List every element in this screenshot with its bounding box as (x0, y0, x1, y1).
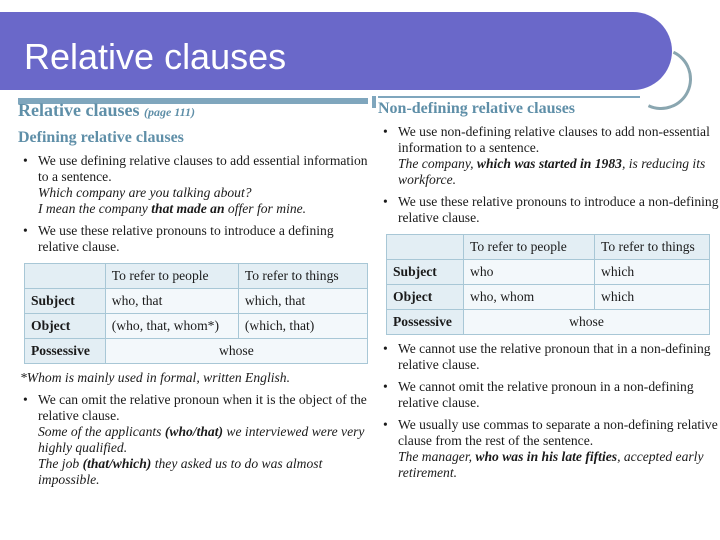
table-row (387, 310, 710, 335)
defining-pronoun-table (24, 263, 368, 364)
table-cell: which, that (238, 289, 367, 314)
left-bullet-1: • We use defining relative clauses to add essential information to a sentence. Which company are you talking about? I mean the company that made an offer for mine. (18, 153, 368, 217)
right-heading: Non-defining relative clauses (378, 100, 576, 117)
table-row (387, 260, 710, 285)
left-example-1b: I mean the company that made an offer for mine. (38, 201, 307, 216)
table-row (25, 289, 368, 314)
table-row (25, 314, 368, 339)
right-bullet-4: • We cannot omit the relative pronoun in a non-defining relative clause. (378, 379, 720, 411)
row-label: Possessive (387, 310, 464, 335)
table-header: To refer to people (105, 264, 238, 289)
table-header-row (25, 264, 368, 289)
non-defining-column (378, 100, 720, 481)
table-cell: whose (464, 310, 710, 335)
table-cell: whose (105, 339, 367, 364)
table-cell: who, whom (464, 285, 595, 310)
table-cell: who, that (105, 289, 238, 314)
table-cell: (who, that, whom*) (105, 314, 238, 339)
table-cell: which (595, 260, 710, 285)
table-cell: which (595, 285, 710, 310)
table-corner (25, 264, 106, 289)
right-bullet-5: • We usually use commas to separate a non-defining relative clause from the rest of the sentence. The manager, who was in his late fifties, accepted early retirement. (378, 417, 720, 481)
right-example-1: The company, which was started in 1983, is reducing its workforce. (398, 156, 706, 187)
left-bullet-2: • We use these relative pronouns to introduce a defining relative clause. (18, 223, 368, 255)
row-label: Object (25, 314, 106, 339)
left-example-1a: Which company are you talking about? (38, 185, 252, 200)
right-example-2: The manager, who was in his late fifties, accepted early retirement. (398, 449, 704, 480)
row-label: Possessive (25, 339, 106, 364)
decorative-rule-right (378, 96, 640, 98)
defining-column (18, 100, 368, 488)
non-defining-pronoun-table (386, 234, 710, 335)
table-row (387, 285, 710, 310)
right-bullet-3: • We cannot use the relative pronoun that in a non-defining relative clause. (378, 341, 720, 373)
table-header: To refer to things (595, 235, 710, 260)
column-separator (372, 96, 376, 108)
left-example-2: Some of the applicants (who/that) we interviewed were very highly qualified. (38, 424, 365, 455)
footnote: *Whom is mainly used in formal, written English. (20, 370, 290, 385)
slide-title: Relative clauses (24, 36, 287, 77)
table-row (25, 339, 368, 364)
table-cell: who (464, 260, 595, 285)
row-label: Object (387, 285, 464, 310)
row-label: Subject (387, 260, 464, 285)
table-header-row (387, 235, 710, 260)
table-header: To refer to people (464, 235, 595, 260)
row-label: Subject (25, 289, 106, 314)
left-heading: Relative clauses (page 111) (18, 100, 195, 120)
left-bullet-3: • We can omit the relative pronoun when it is the object of the relative clause. Some of the applicants (who/that) we interviewed were very highly qualified. The job (that/which) they asked us to do was almost impossible. (18, 392, 368, 488)
right-bullet-1: • We use non-defining relative clauses to add non-essential information to a sentence. The company, which was started in 1983, is reducing its workforce. (378, 124, 720, 188)
table-cell: (which, that) (238, 314, 367, 339)
table-corner (387, 235, 464, 260)
left-example-3: The job (that/which) they asked us to do was almost impossible. (38, 456, 323, 487)
page-reference: (page 111) (143, 105, 195, 119)
right-bullet-2: • We use these relative pronouns to introduce a non-defining relative clause. (378, 194, 720, 226)
defining-subheading: Defining relative clauses (18, 129, 184, 146)
table-header: To refer to things (238, 264, 367, 289)
